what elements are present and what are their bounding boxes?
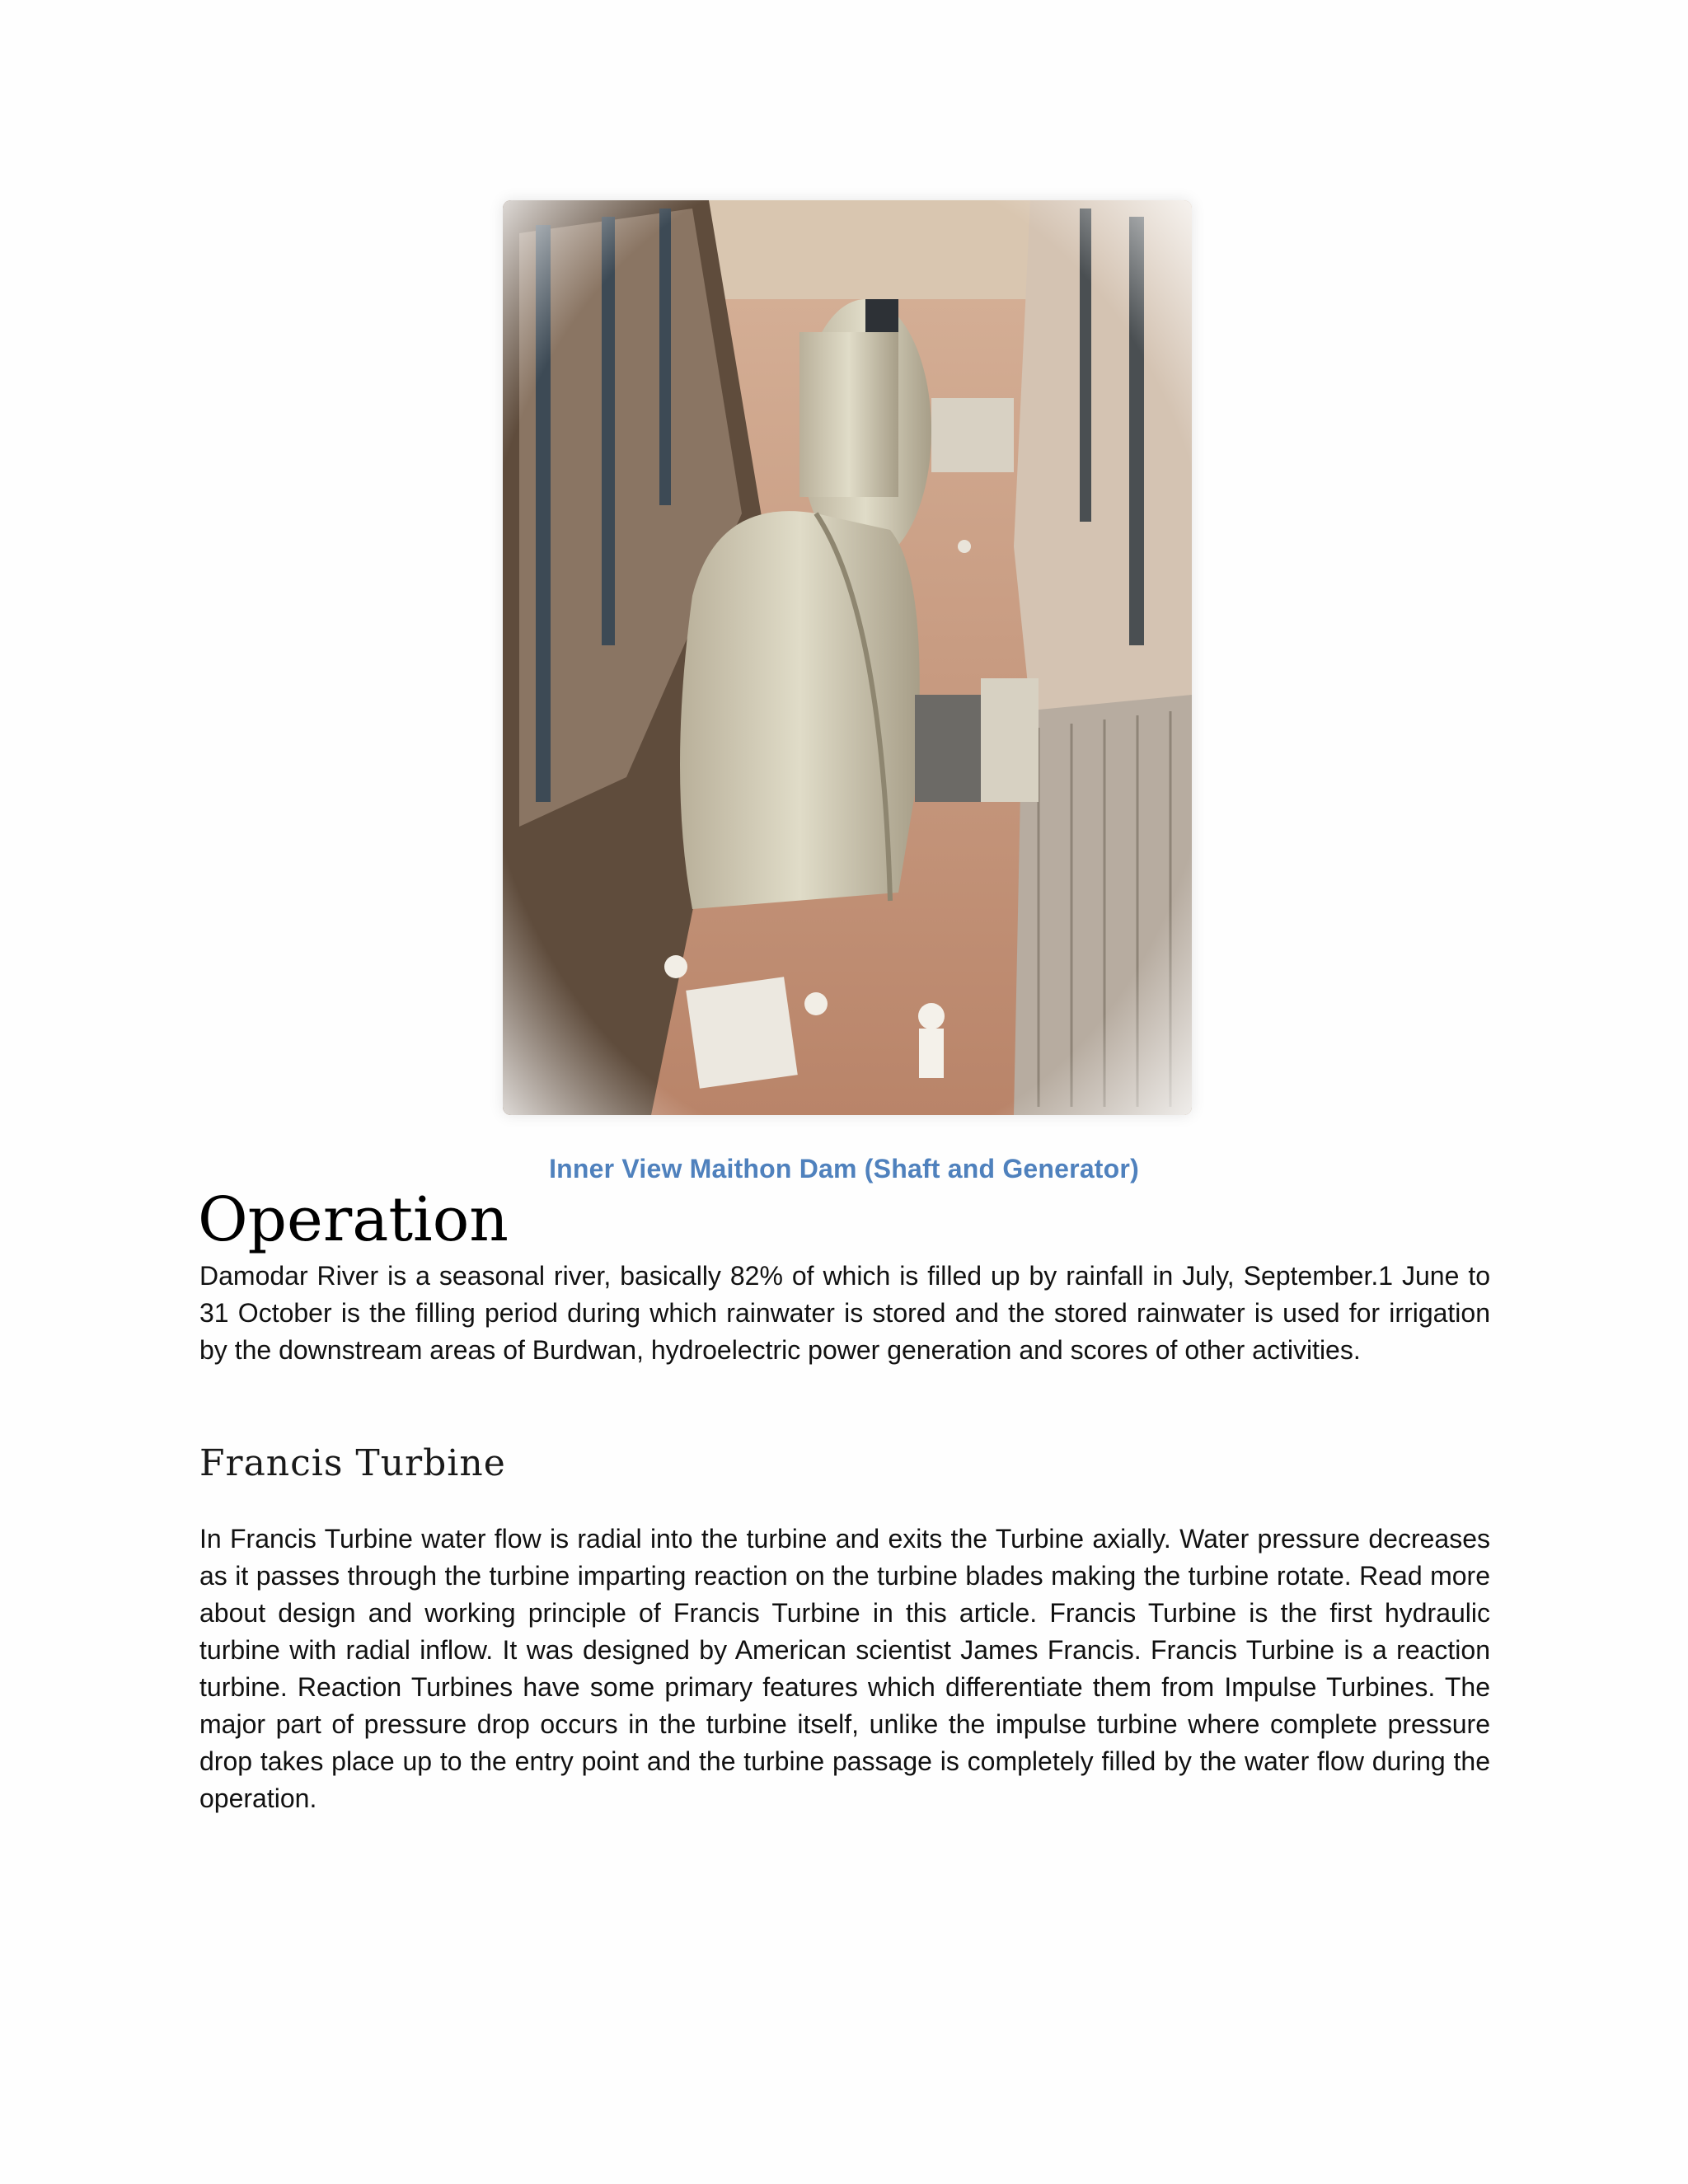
operation-paragraph: Damodar River is a seasonal river, basically 82% of which is filled up by rainfall in July, September.1 June to 31 October is the filling period during which rainwater is stored and the stored rainwater is used for irrigation by the downstream areas of Burdwan, hydroelectric power generation and scores of other activities. [199, 1261, 1490, 1365]
operation-heading: Operation [198, 1184, 509, 1255]
generator-hall-illustration [503, 200, 1192, 1115]
francis-turbine-heading: Francis Turbine [199, 1442, 506, 1484]
francis-turbine-paragraph: In Francis Turbine water flow is radial into the turbine and exits the Turbine axially. Water pressure decreases as it passes through the turbine imparting reaction on the turbine blades making the turbine rotate. Read more about design and working principle of Francis Turbine in this article. Francis Turbine is the first hydraulic turbine with radial inflow. It was designed by American scientist James Francis. Francis Turbine is a reaction turbine. Reaction Turbines have some primary features which differentiate them from Impulse Turbines. The major part of pressure drop occurs in the turbine itself, unlike the impulse turbine where complete pressure drop takes place up to the entry point and the turbine passage is completely filled by the water flow during the operation. [199, 1524, 1490, 1813]
maithon-dam-photo [503, 200, 1192, 1115]
figure-caption: Inner View Maithon Dam (Shaft and Generator) [549, 1154, 1139, 1183]
